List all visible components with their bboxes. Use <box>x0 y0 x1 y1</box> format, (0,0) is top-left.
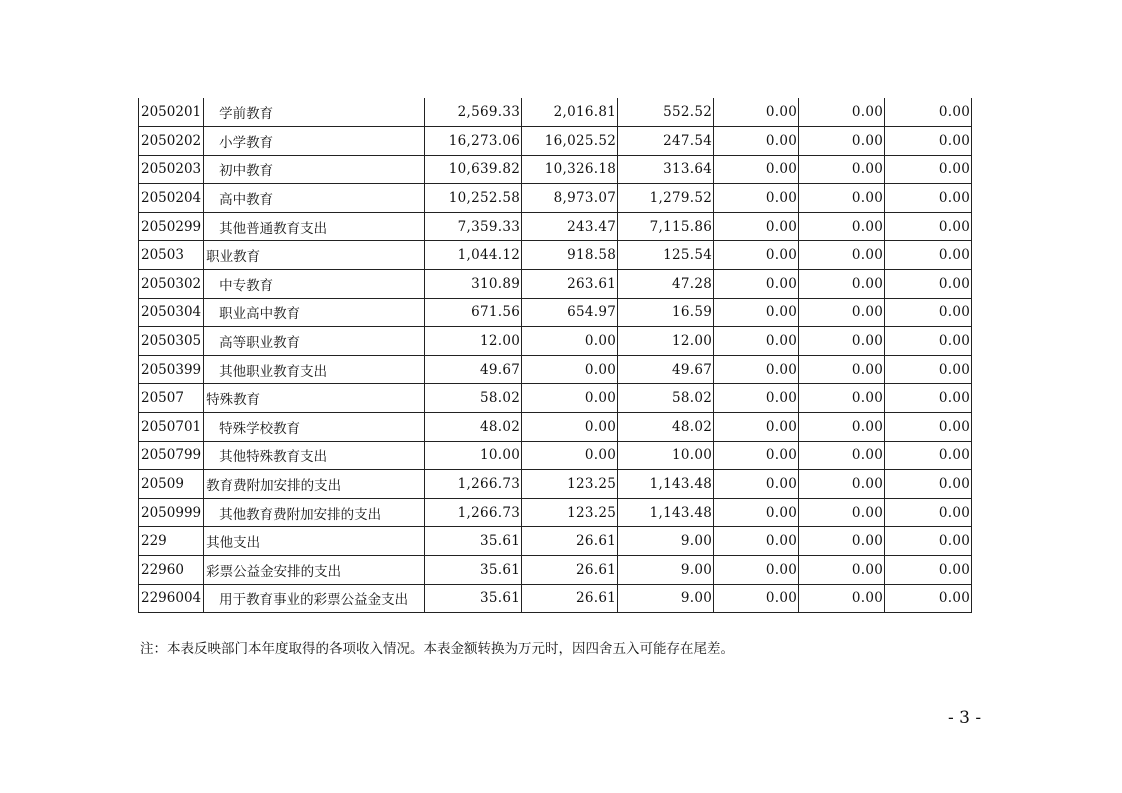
row-amount: 123.25 <box>522 498 618 527</box>
row-name: 教育费附加安排的支出 <box>204 470 425 499</box>
row-amount: 49.67 <box>618 355 714 384</box>
row-name: 其他普通教育支出 <box>204 212 425 241</box>
table-row <box>139 184 972 213</box>
row-amount: 0.00 <box>885 241 972 270</box>
table-row <box>139 556 972 585</box>
row-amount: 0.00 <box>714 355 799 384</box>
row-amount: 16,025.52 <box>522 127 618 156</box>
row-code: 2050204 <box>139 184 204 213</box>
row-name: 用于教育事业的彩票公益金支出 <box>204 584 425 613</box>
row-name: 高中教育 <box>204 184 425 213</box>
row-amount: 0.00 <box>714 327 799 356</box>
row-amount: 0.00 <box>885 556 972 585</box>
row-code: 20509 <box>139 470 204 499</box>
row-amount: 263.61 <box>522 270 618 299</box>
row-code: 2050305 <box>139 327 204 356</box>
row-amount: 0.00 <box>885 98 972 127</box>
row-amount: 123.25 <box>522 470 618 499</box>
row-name: 初中教育 <box>204 155 425 184</box>
budget-table <box>138 98 972 613</box>
row-amount: 0.00 <box>885 355 972 384</box>
row-amount: 0.00 <box>522 327 618 356</box>
table-row <box>139 327 972 356</box>
row-amount: 0.00 <box>799 155 885 184</box>
row-amount: 0.00 <box>714 498 799 527</box>
row-amount: 247.54 <box>618 127 714 156</box>
row-amount: 35.61 <box>425 556 522 585</box>
row-code: 20503 <box>139 241 204 270</box>
row-amount: 0.00 <box>799 212 885 241</box>
row-name: 高等职业教育 <box>204 327 425 356</box>
row-amount: 0.00 <box>522 384 618 413</box>
table-row <box>139 298 972 327</box>
page-number: - 3 - <box>948 708 982 728</box>
row-name: 特殊学校教育 <box>204 413 425 442</box>
row-amount: 0.00 <box>885 584 972 613</box>
row-amount: 0.00 <box>714 441 799 470</box>
row-name: 其他职业教育支出 <box>204 355 425 384</box>
row-amount: 10,639.82 <box>425 155 522 184</box>
row-amount: 0.00 <box>799 184 885 213</box>
row-amount: 1,143.48 <box>618 498 714 527</box>
row-amount: 8,973.07 <box>522 184 618 213</box>
row-amount: 0.00 <box>714 470 799 499</box>
row-amount: 0.00 <box>885 527 972 556</box>
row-code: 22960 <box>139 556 204 585</box>
row-amount: 0.00 <box>799 327 885 356</box>
row-name: 其他特殊教育支出 <box>204 441 425 470</box>
row-amount: 0.00 <box>714 384 799 413</box>
row-amount: 552.52 <box>618 98 714 127</box>
row-amount: 9.00 <box>618 556 714 585</box>
row-amount: 0.00 <box>714 212 799 241</box>
row-code: 2050999 <box>139 498 204 527</box>
row-amount: 0.00 <box>799 270 885 299</box>
row-amount: 1,143.48 <box>618 470 714 499</box>
row-amount: 0.00 <box>714 527 799 556</box>
row-amount: 1,266.73 <box>425 498 522 527</box>
row-name: 彩票公益金安排的支出 <box>204 556 425 585</box>
row-amount: 0.00 <box>885 327 972 356</box>
table-row <box>139 241 972 270</box>
row-amount: 654.97 <box>522 298 618 327</box>
row-amount: 0.00 <box>885 441 972 470</box>
table-row <box>139 584 972 613</box>
row-amount: 9.00 <box>618 584 714 613</box>
row-amount: 0.00 <box>885 270 972 299</box>
row-amount: 243.47 <box>522 212 618 241</box>
row-code: 2050399 <box>139 355 204 384</box>
table-row <box>139 355 972 384</box>
row-amount: 1,279.52 <box>618 184 714 213</box>
row-amount: 0.00 <box>885 384 972 413</box>
row-amount: 1,266.73 <box>425 470 522 499</box>
row-amount: 58.02 <box>618 384 714 413</box>
row-amount: 0.00 <box>522 441 618 470</box>
row-amount: 671.56 <box>425 298 522 327</box>
row-amount: 9.00 <box>618 527 714 556</box>
row-amount: 35.61 <box>425 584 522 613</box>
row-amount: 0.00 <box>714 184 799 213</box>
row-amount: 1,044.12 <box>425 241 522 270</box>
row-name: 其他教育费附加安排的支出 <box>204 498 425 527</box>
table-row <box>139 527 972 556</box>
row-amount: 0.00 <box>799 470 885 499</box>
row-amount: 16,273.06 <box>425 127 522 156</box>
row-amount: 0.00 <box>714 298 799 327</box>
row-name: 职业教育 <box>204 241 425 270</box>
table-row <box>139 413 972 442</box>
row-amount: 26.61 <box>522 584 618 613</box>
row-code: 2050799 <box>139 441 204 470</box>
row-amount: 0.00 <box>885 155 972 184</box>
row-amount: 12.00 <box>618 327 714 356</box>
row-code: 2050701 <box>139 413 204 442</box>
row-name: 其他支出 <box>204 527 425 556</box>
row-amount: 10.00 <box>618 441 714 470</box>
table-row <box>139 470 972 499</box>
row-amount: 0.00 <box>885 470 972 499</box>
row-amount: 313.64 <box>618 155 714 184</box>
row-amount: 0.00 <box>714 127 799 156</box>
table-row <box>139 212 972 241</box>
table-row <box>139 270 972 299</box>
row-amount: 0.00 <box>714 155 799 184</box>
table-note: 注：本表反映部门本年度取得的各项收入情况。本表金额转换为万元时，因四舍五入可能存在尾差。 <box>140 641 734 657</box>
row-name: 中专教育 <box>204 270 425 299</box>
row-amount: 49.67 <box>425 355 522 384</box>
row-code: 2050302 <box>139 270 204 299</box>
table-row <box>139 441 972 470</box>
row-amount: 7,359.33 <box>425 212 522 241</box>
row-amount: 10.00 <box>425 441 522 470</box>
row-amount: 2,016.81 <box>522 98 618 127</box>
row-amount: 12.00 <box>425 327 522 356</box>
row-amount: 0.00 <box>799 498 885 527</box>
row-amount: 0.00 <box>522 355 618 384</box>
row-amount: 48.02 <box>425 413 522 442</box>
row-amount: 310.89 <box>425 270 522 299</box>
row-code: 20507 <box>139 384 204 413</box>
row-name: 学前教育 <box>204 98 425 127</box>
row-amount: 0.00 <box>885 184 972 213</box>
row-amount: 125.54 <box>618 241 714 270</box>
row-amount: 0.00 <box>714 270 799 299</box>
row-code: 2296004 <box>139 584 204 613</box>
row-amount: 0.00 <box>714 584 799 613</box>
table-body <box>139 98 972 613</box>
table-row <box>139 155 972 184</box>
row-code: 229 <box>139 527 204 556</box>
row-amount: 2,569.33 <box>425 98 522 127</box>
row-amount: 0.00 <box>799 527 885 556</box>
row-name: 职业高中教育 <box>204 298 425 327</box>
row-amount: 0.00 <box>885 298 972 327</box>
row-amount: 0.00 <box>885 498 972 527</box>
row-amount: 10,326.18 <box>522 155 618 184</box>
table-row <box>139 98 972 127</box>
table-row <box>139 127 972 156</box>
row-amount: 918.58 <box>522 241 618 270</box>
row-amount: 0.00 <box>799 384 885 413</box>
row-amount: 0.00 <box>885 413 972 442</box>
row-amount: 16.59 <box>618 298 714 327</box>
row-amount: 0.00 <box>799 241 885 270</box>
row-name: 特殊教育 <box>204 384 425 413</box>
row-amount: 0.00 <box>885 212 972 241</box>
row-name: 小学教育 <box>204 127 425 156</box>
row-amount: 48.02 <box>618 413 714 442</box>
row-amount: 0.00 <box>799 441 885 470</box>
row-amount: 0.00 <box>799 556 885 585</box>
table-row <box>139 384 972 413</box>
row-amount: 0.00 <box>522 413 618 442</box>
row-amount: 58.02 <box>425 384 522 413</box>
row-amount: 26.61 <box>522 527 618 556</box>
row-amount: 0.00 <box>799 298 885 327</box>
row-amount: 0.00 <box>714 98 799 127</box>
row-code: 2050202 <box>139 127 204 156</box>
row-code: 2050201 <box>139 98 204 127</box>
row-amount: 35.61 <box>425 527 522 556</box>
row-code: 2050203 <box>139 155 204 184</box>
row-amount: 26.61 <box>522 556 618 585</box>
table-row <box>139 498 972 527</box>
row-code: 2050304 <box>139 298 204 327</box>
row-amount: 0.00 <box>714 241 799 270</box>
row-amount: 0.00 <box>799 413 885 442</box>
row-amount: 0.00 <box>799 584 885 613</box>
row-amount: 0.00 <box>799 98 885 127</box>
row-amount: 0.00 <box>799 355 885 384</box>
row-amount: 0.00 <box>799 127 885 156</box>
row-code: 2050299 <box>139 212 204 241</box>
row-amount: 7,115.86 <box>618 212 714 241</box>
row-amount: 10,252.58 <box>425 184 522 213</box>
row-amount: 0.00 <box>885 127 972 156</box>
row-amount: 0.00 <box>714 413 799 442</box>
row-amount: 0.00 <box>714 556 799 585</box>
row-amount: 47.28 <box>618 270 714 299</box>
